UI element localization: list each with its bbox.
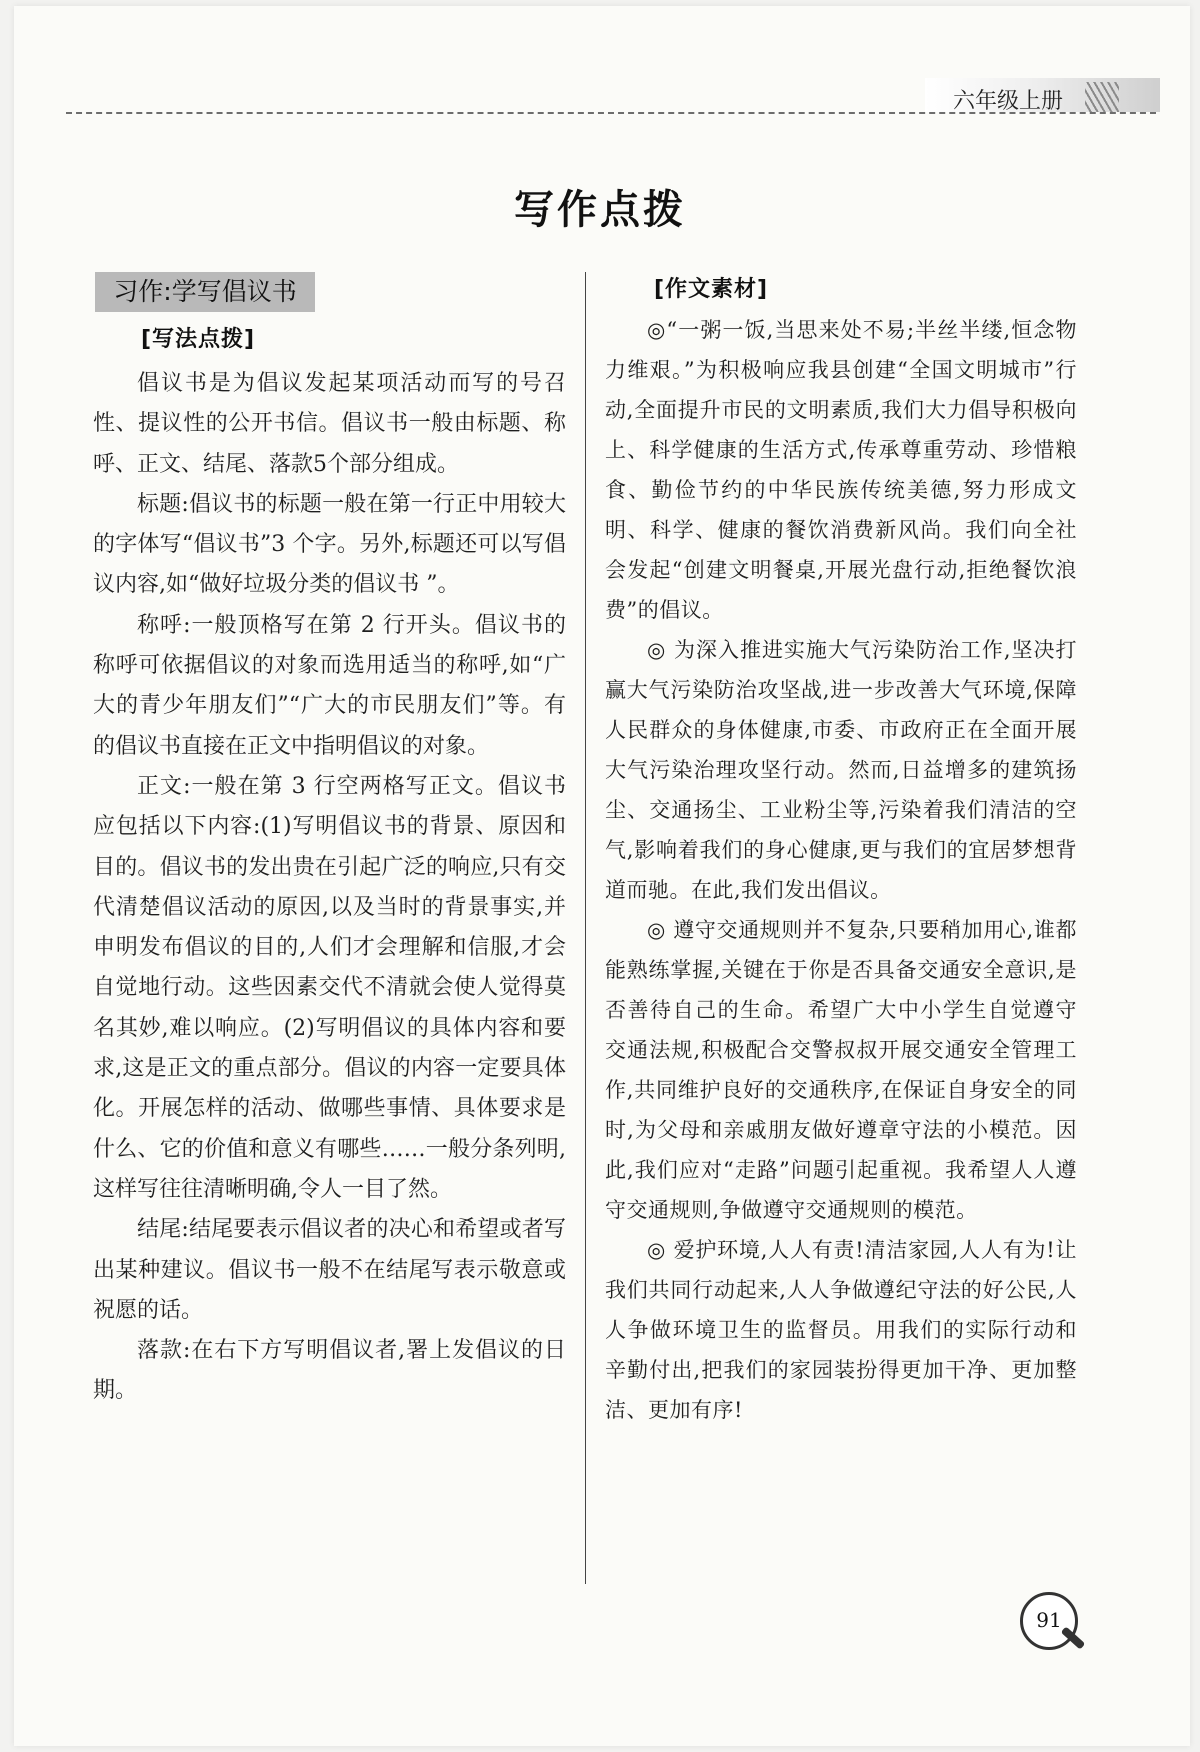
material-item: ◎ 爱护环境,人人有责!清洁家园,人人有为!让我们共同行动起来,人人争做遵纪守法的好公民,人人争做环境卫生的监督员。用我们的实际行动和辛勤付出,把我们的家园装扮得更加干净、更加整洁、更加有序! [605,1238,1077,1422]
grade-label: 六年级上册 [953,89,1064,114]
page-title: 写作点拨 [514,187,686,233]
intro-paragraph: 倡议书是为倡议发起某项活动而写的号召性、提议性的公开书信。倡议书一般由标题、称呼、正文、结尾、落款5个部分组成。 [93,371,566,477]
left-column [93,364,566,1412]
tab-stripe-decoration [1085,82,1119,112]
signature-paragraph: 落款:在右下方写明倡议者,署上发倡议的日期。 [93,1338,566,1404]
material-item: ◎“一粥一饭,当思来处不易;半丝半缕,恒念物力维艰。”为积极响应我县创建“全国文明城市”行动,全面提升市民的文明素质,我们大力倡导积极向上、科学健康的生活方式,传承尊重劳动、珍惜粮食、勤俭节约的中华民族传统美德,努力形成文明、科学、健康的餐饮消费新风尚。我们向全社会发起“创建文明餐桌,开展光盘行动,拒绝餐饮浪费”的倡议。 [605,318,1077,622]
column-divider [585,272,586,1584]
salutation-paragraph: 称呼:一般顶格写在第 2 行开头。倡议书的称呼可依据倡议的对象而选用适当的称呼,如“广大的青少年朋友们”“广大的市民朋友们”等。有的倡议书直接在正文中指明倡议的对象。 [93,612,566,759]
material-item: ◎ 遵守交通规则并不复杂,只要稍加用心,谁都能熟练掌握,关键在于你是否具备交通安全意识,是否善待自己的生命。希望广大中小学生自觉遵守交通法规,积极配合交警叔叔开展交通安全管理工作,共同维护良好的交通秩序,在保证自身安全的同时,为父母和亲戚朋友做好遵章守法的小模范。因此,我们应对“走路”问题引起重视。我希望人人遵守交通规则,争做遵守交通规则的模范。 [605,918,1077,1222]
writing-tips-heading: [写法点拨] [141,327,256,352]
ending-paragraph: 结尾:结尾要表示倡议者的决心和希望或者写出某种建议。倡议书一般不在结尾写表示敬意或祝愿的话。 [93,1217,566,1323]
materials-heading: [作文素材] [654,277,769,302]
page-number: 91 [1020,1592,1078,1650]
body-paragraph: 正文:一般在第 3 行空两格写正文。倡议书应包括以下内容:(1)写明倡议书的背景、原因和目的。倡议书的发出贵在引起广泛的响应,只有交代清楚倡议活动的原因,以及当时的背景事实,并申明发布倡议的目的,人们才会理解和信服,才会自觉地行动。这些因素交代不清就会使人觉得莫名其妙,难以响应。(2)写明倡议的具体内容和要求,这是正文的重点部分。倡议的内容一定要具体化。开展怎样的活动、做哪些事情、具体要求是什么、它的价值和意义有哪些……一般分条列明,这样写往往清晰明确,令人一目了然。 [93,773,566,1202]
section-badge: 习作:学写倡议书 [95,272,315,312]
header-rule [66,112,1156,114]
right-column [605,310,1077,1430]
material-item: ◎ 为深入推进实施大气污染防治工作,坚决打赢大气污染防治攻坚战,进一步改善大气环境,保障人民群众的身体健康,市委、市政府正在全面开展大气污染治理攻坚行动。然而,日益增多的建筑扬尘、交通扬尘、工业粉尘等,污染着我们清洁的空气,影响着我们的身心健康,更与我们的宜居梦想背道而驰。在此,我们发出倡议。 [605,638,1077,902]
title-paragraph: 标题:倡议书的标题一般在第一行正中用较大的字体写“倡议书”3 个字。另外,标题还可以写倡议内容,如“做好垃圾分类的倡议书 ”。 [93,491,566,598]
